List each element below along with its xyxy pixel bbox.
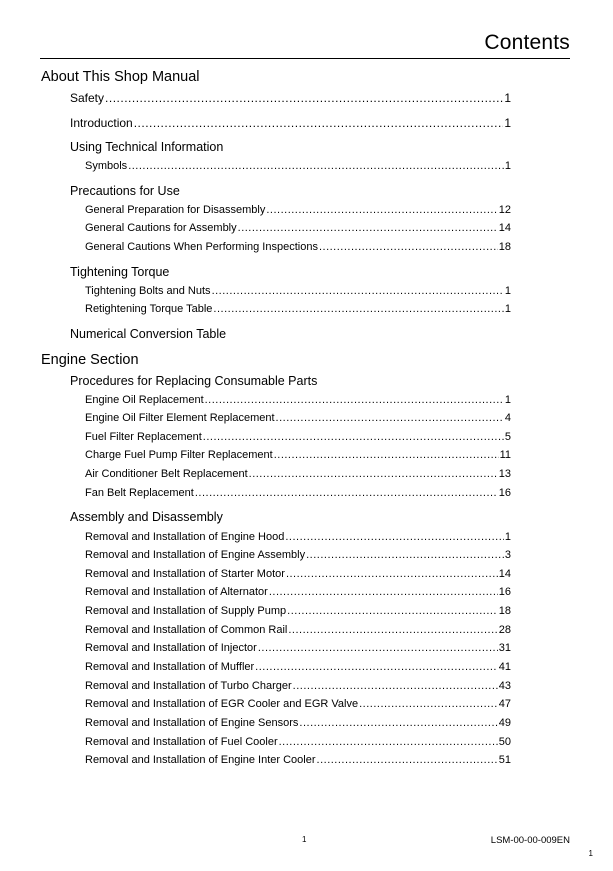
toc-entry-label: Removal and Installation of Fuel Cooler <box>85 736 278 748</box>
toc-entry[interactable] <box>85 754 511 766</box>
toc-entry-page: 18 <box>498 605 511 617</box>
dot-leader <box>317 754 498 766</box>
toc-entry-page: 16 <box>498 586 511 598</box>
toc-entry[interactable] <box>85 241 511 253</box>
dot-leader <box>299 717 497 729</box>
toc-entry-label: General Cautions When Performing Inspections <box>85 241 318 253</box>
dot-leader <box>249 468 498 480</box>
toc-entry-label: Air Conditioner Belt Replacement <box>85 468 248 480</box>
dot-leader <box>285 531 504 543</box>
toc-entry-label: Tightening Bolts and Nuts <box>85 285 211 297</box>
toc-entry-page: 1 <box>504 285 511 297</box>
dot-leader <box>203 431 504 443</box>
toc-entry-label: Engine Oil Filter Element Replacement <box>85 412 275 424</box>
toc-entry-page: 4 <box>504 412 511 424</box>
section-title: Engine Section <box>41 352 139 368</box>
toc-entry[interactable] <box>70 116 511 130</box>
toc-entry-label: Removal and Installation of Turbo Charger <box>85 680 292 692</box>
toc-entry-page: 14 <box>498 568 511 580</box>
toc-entry-label: Removal and Installation of Alternator <box>85 586 268 598</box>
dot-leader <box>279 736 498 748</box>
toc-entry-page: 50 <box>498 736 511 748</box>
toc-entry-label: Removal and Installation of Injector <box>85 642 257 654</box>
toc-entry-page: 51 <box>498 754 511 766</box>
toc-entry[interactable] <box>85 605 511 617</box>
dot-leader <box>212 285 504 297</box>
toc-entry-page: 49 <box>498 717 511 729</box>
toc-entry-page: 14 <box>498 222 511 234</box>
dot-leader <box>205 394 504 406</box>
dot-leader <box>195 487 498 499</box>
toc-entry-label: Removal and Installation of Supply Pump <box>85 605 287 617</box>
toc-entry-label: Removal and Installation of Muffler <box>85 661 255 673</box>
toc-entry-page: 18 <box>498 241 511 253</box>
toc-entry-page: 11 <box>499 449 511 461</box>
dot-leader <box>134 116 504 130</box>
toc-entry-label: Retightening Torque Table <box>85 303 213 315</box>
toc-entry[interactable] <box>85 661 511 673</box>
dot-leader <box>288 624 497 636</box>
dot-leader <box>287 605 498 617</box>
toc-entry[interactable] <box>85 468 511 480</box>
toc-entry-page: 1 <box>504 160 511 172</box>
dot-leader <box>359 698 498 710</box>
toc-entry[interactable] <box>85 222 511 234</box>
toc-entry[interactable] <box>85 717 511 729</box>
toc-entry[interactable] <box>85 624 511 636</box>
toc-entry-page: 12 <box>498 204 511 216</box>
toc-entry-label: Removal and Installation of Engine Hood <box>85 531 285 543</box>
dot-leader <box>293 680 498 692</box>
toc-entry[interactable] <box>70 91 511 105</box>
dot-leader <box>258 642 498 654</box>
toc-entry-label: Removal and Installation of Engine Sensors <box>85 717 299 729</box>
toc-entry-label: Removal and Installation of Engine Inter Cooler <box>85 754 316 766</box>
dot-leader <box>266 204 497 216</box>
group-title: Precautions for Use <box>70 184 180 198</box>
page-title: Contents <box>484 31 570 54</box>
dot-leader <box>213 303 503 315</box>
toc-entry-page: 43 <box>498 680 511 692</box>
toc-entry-label: Fan Belt Replacement <box>85 487 194 499</box>
toc-entry[interactable] <box>85 642 511 654</box>
toc-entry-label: General Cautions for Assembly <box>85 222 237 234</box>
toc-entry[interactable] <box>85 531 511 543</box>
toc-entry-label: Engine Oil Replacement <box>85 394 204 406</box>
toc-entry[interactable] <box>85 487 511 499</box>
dot-leader <box>276 412 504 424</box>
toc-entry[interactable] <box>85 449 511 461</box>
dot-leader <box>238 222 498 234</box>
dot-leader <box>269 586 498 598</box>
toc-entry-page: 5 <box>504 431 511 443</box>
group-title: Tightening Torque <box>70 265 170 279</box>
toc-entry[interactable] <box>85 586 511 598</box>
toc-entry-page: 16 <box>498 487 511 499</box>
toc-entry[interactable] <box>85 412 511 424</box>
toc-entry[interactable] <box>85 568 511 580</box>
toc-entry-label: Symbols <box>85 160 128 172</box>
toc-entry-page: 31 <box>498 642 511 654</box>
toc-entry-label: Introduction <box>70 116 133 130</box>
toc-entry[interactable] <box>85 394 511 406</box>
toc-entry-label: Removal and Installation of Engine Assembly <box>85 549 306 561</box>
corner-page-number: 1 <box>588 849 593 858</box>
dot-leader <box>286 568 498 580</box>
title-divider <box>40 58 570 59</box>
toc-entry-label: Safety <box>70 91 105 105</box>
group-title: Using Technical Information <box>70 140 224 154</box>
toc-entry[interactable] <box>85 303 511 315</box>
toc-entry-page: 1 <box>504 303 511 315</box>
toc-entry[interactable] <box>85 431 511 443</box>
toc-entry-page: 1 <box>504 91 511 105</box>
toc-entry[interactable] <box>85 736 511 748</box>
toc-entry-label: Removal and Installation of Common Rail <box>85 624 288 636</box>
group-title: Numerical Conversion Table <box>70 327 227 341</box>
toc-entry[interactable] <box>85 160 511 172</box>
toc-entry-page: 1 <box>504 394 511 406</box>
dot-leader <box>105 91 503 105</box>
toc-entry-label: Charge Fuel Pump Filter Replacement <box>85 449 273 461</box>
group-title: Procedures for Replacing Consumable Parts <box>70 374 318 388</box>
toc-entry-label: Fuel Filter Replacement <box>85 431 202 443</box>
toc-entry-page: 13 <box>498 468 511 480</box>
toc-entry[interactable] <box>85 680 511 692</box>
toc-entry-label: General Preparation for Disassembly <box>85 204 266 216</box>
section-title: About This Shop Manual <box>41 69 200 85</box>
toc-entry-label: Removal and Installation of Starter Motor <box>85 568 285 580</box>
dot-leader <box>306 549 504 561</box>
toc-entry[interactable] <box>85 285 511 297</box>
dot-leader <box>255 661 498 673</box>
toc-entry-page: 47 <box>498 698 511 710</box>
toc-entry-page: 28 <box>498 624 511 636</box>
toc-entry[interactable] <box>85 698 511 710</box>
footer-document-code: LSM-00-00-009EN <box>490 835 570 846</box>
toc-entry-page: 41 <box>498 661 511 673</box>
footer-page-number: 1 <box>302 835 307 844</box>
toc-entry-label: Removal and Installation of EGR Cooler and EGR Valve <box>85 698 359 710</box>
dot-leader <box>274 449 499 461</box>
toc-entry-page: 3 <box>504 549 511 561</box>
group-title: Assembly and Disassembly <box>70 510 223 524</box>
toc-entry-page: 1 <box>504 116 511 130</box>
dot-leader <box>319 241 498 253</box>
toc-entry-page: 1 <box>504 531 511 543</box>
dot-leader <box>128 160 504 172</box>
toc-entry[interactable] <box>85 204 511 216</box>
toc-entry[interactable] <box>85 549 511 561</box>
